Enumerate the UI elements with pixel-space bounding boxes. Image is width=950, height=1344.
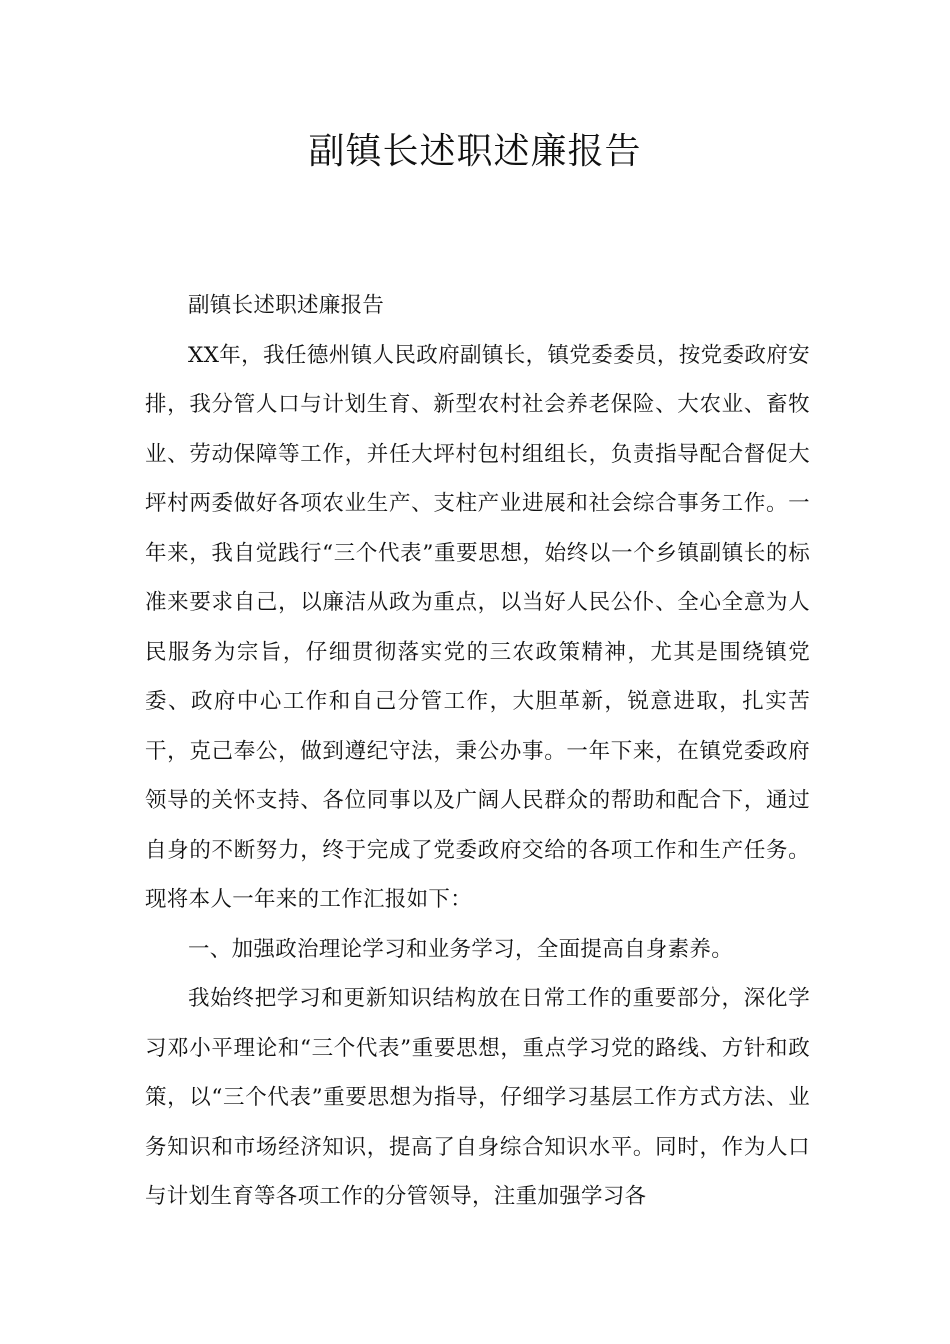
paragraph-subtitle: 副镇长述职述廉报告 <box>188 293 385 318</box>
document-body <box>145 281 810 1222</box>
section-heading-1: 一、加强政治理论学习和业务学习，全面提高自身素养。 <box>188 936 734 962</box>
paragraph-study: 我始终把学习和更新知识结构放在日常工作的重要部分，深化学习邓小平理论和“三个代表”重要思想，重点学习党的路线、方针和政策，以“三个代表”重要思想为指导，仔细学习基层工作方式方法、业务知识和市场经济知识，提高了自身综合知识水平。同时，作为人口与计划生育等各项工作的分管领导，注重加强学习各 <box>145 986 810 1209</box>
document-title: 副镇长述职述廉报告 <box>308 131 642 172</box>
paragraph-intro: XX年，我任德州镇人民政府副镇长，镇党委委员，按党委政府安排，我分管人口与计划生育、新型农村社会养老保险、大农业、畜牧业、劳动保障等工作，并任大坪村包村组组长，负责指导配合督促大坪村两委做好各项农业生产、支柱产业进展和社会综合事务工作。一年来，我自觉践行“三个代表”重要思想，始终以一个乡镇副镇长的标准来要求自己，以廉洁从政为重点，以当好人民公仆、全心全意为人民服务为宗旨，仔细贯彻落实党的三农政策精神，尤其是围绕镇党委、政府中心工作和自己分管工作，大胆革新，锐意进取，扎实苦干，克己奉公，做到遵纪守法，秉公办事。一年下来，在镇党委政府领导的关怀支持、各位同事以及广阔人民群众的帮助和配合下，通过自身的不断努力，终于完成了党委政府交给的各项工作和生产任务。现将本人一年来的工作汇报如下： <box>145 342 810 912</box>
